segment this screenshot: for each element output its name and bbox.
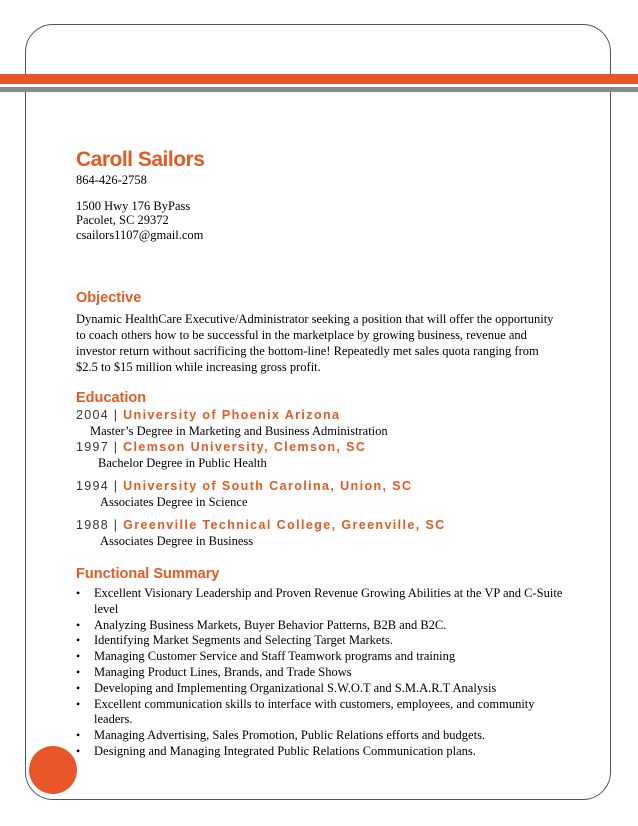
edu-degree: Associates Degree in Science — [100, 495, 248, 509]
bullet-icon: • — [76, 617, 81, 632]
list-item: • Developing and Implementing Organizational S.W.O.T and S.M.A.R.T Analysis — [76, 680, 497, 695]
functional-summary-heading: Functional Summary — [76, 566, 220, 582]
list-item: • Analyzing Business Markets, Buyer Behavior Patterns, B2B and B2C. — [76, 617, 447, 632]
header-orange-bar — [0, 74, 638, 84]
edu-school: University of Phoenix Arizona — [123, 408, 341, 422]
header-gray-bar — [0, 87, 638, 92]
edu-year: 2004 — [76, 408, 110, 422]
functional-summary-list — [76, 586, 576, 760]
bullet-icon: • — [76, 649, 81, 664]
address-line1: 1500 Hwy 176 ByPass — [76, 198, 191, 213]
list-item: • Managing Product Lines, Brands, and Trade Shows — [76, 664, 352, 679]
education-entry: 1997 | Clemson University, Clemson, SC Bachelor Degree in Public Health — [76, 439, 576, 471]
list-item: • Designing and Managing Integrated Public Relations Communication plans. — [76, 743, 476, 758]
list-item: • Excellent Visionary Leadership and Proven Revenue Growing Abilities at the VP and C-Suite level — [76, 586, 563, 616]
edu-year: 1994 — [76, 479, 110, 493]
edu-school: University of South Carolina, Union, SC — [123, 479, 413, 493]
edu-degree: Associates Degree in Business — [100, 534, 254, 548]
objective-heading: Objective — [76, 290, 142, 306]
edu-school: Greenville Technical College, Greenville, SC — [123, 518, 446, 532]
address-line2: Pacolet, SC 29372 — [76, 213, 169, 227]
bullet-icon: • — [76, 743, 81, 758]
edu-degree: Bachelor Degree in Public Health — [98, 456, 267, 470]
list-item: • Managing Advertising, Sales Promotion, Public Relations efforts and budgets. — [76, 728, 486, 743]
list-item: • Excellent communication skills to interface with customers, employees, and community leaders. — [76, 696, 535, 727]
bullet-icon: • — [76, 680, 81, 695]
list-item: • Identifying Market Segments and Selecting Target Markets. — [76, 633, 393, 648]
bullet-icon: • — [76, 586, 81, 600]
education-entry: 1988 | Greenville Technical College, Greenville, SC Associates Degree in Business — [76, 517, 576, 549]
education-entry: 1994 | University of South Carolina, Union, SC Associates Degree in Science — [76, 478, 576, 510]
bullet-icon: • — [76, 728, 81, 743]
email: csailors1107@gmail.com — [76, 227, 204, 242]
edu-school: Clemson University, Clemson, SC — [123, 440, 367, 454]
resume-content — [76, 146, 576, 760]
edu-year: 1988 — [76, 518, 110, 532]
bullet-icon: • — [76, 664, 81, 679]
education-heading: Education — [76, 390, 147, 406]
list-item: • Managing Customer Service and Staff Teamwork programs and training — [76, 649, 456, 664]
edu-degree: Master’s Degree in Marketing and Business Administration — [90, 424, 388, 438]
candidate-name: Caroll Sailors — [76, 148, 205, 171]
objective-text: Dynamic HealthCare Executive/Administrator seeking a position that will offer the opportunity to coach others how to be successful in the marketplace by growing business, revenue and investor return without sacrificing the bottom-line! Repeatedly met sales quota ranging from $2.5 to $15 million while increasing gross profit. — [76, 312, 554, 374]
bullet-icon: • — [76, 696, 81, 711]
edu-year: 1997 — [76, 440, 110, 454]
bullet-icon: • — [76, 633, 81, 648]
phone: 864-426-2758 — [76, 173, 147, 187]
decorative-circle — [29, 746, 77, 794]
education-entry: 2004 | University of Phoenix Arizona Master’s Degree in Marketing and Business Administration — [76, 407, 576, 439]
